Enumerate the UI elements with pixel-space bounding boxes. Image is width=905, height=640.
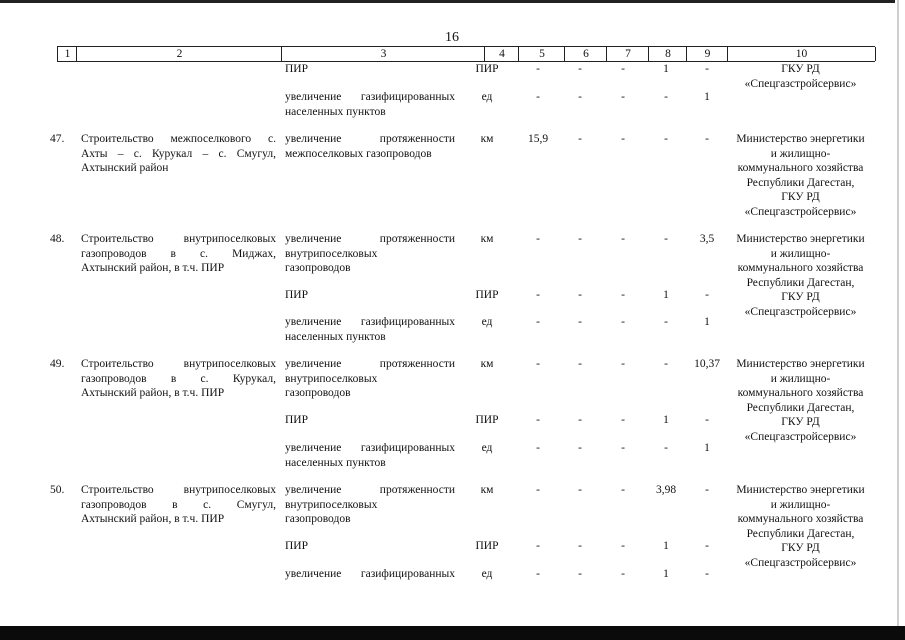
indicator-line: увеличение газифицированных [285, 442, 455, 454]
value-c5: - [536, 414, 540, 426]
value-c7: - [621, 414, 625, 426]
header-col-10: 10 [727, 47, 876, 61]
org-line: и жилищно- [770, 372, 831, 385]
header-col-6: 6 [564, 47, 607, 61]
value-c5: - [536, 358, 540, 370]
entry-unit: ПИР [475, 540, 499, 552]
indicator-line: увеличение протяженности [285, 484, 455, 496]
entry-title [81, 357, 276, 401]
value-c9: - [705, 289, 709, 301]
value-c9: - [705, 484, 709, 496]
value-c9: 3,5 [699, 233, 715, 245]
value-c8: 3,98 [655, 484, 677, 496]
entry-number: 49. [50, 358, 65, 370]
value-c5: - [536, 289, 540, 301]
header-col-4: 4 [484, 47, 519, 61]
entry-number: 47. [50, 133, 65, 145]
value-c7: - [621, 316, 625, 328]
indicator-line: внутрипоселковых [285, 372, 378, 385]
cont-c9: 1 [704, 91, 710, 103]
value-c9: - [705, 540, 709, 552]
entry-org [728, 357, 873, 444]
org-line: «Спецгазстройсервис» [744, 556, 857, 569]
value-c5: - [536, 484, 540, 496]
indicator-line: населенных пунктов [285, 105, 386, 118]
value-c7: - [621, 484, 625, 496]
cont-org [728, 62, 873, 91]
entry-unit: км [480, 133, 494, 145]
cont-unit-pir: ПИР [475, 63, 499, 75]
entry-number: 50. [50, 484, 65, 496]
title-line: Ахтынский район, в т.ч. ПИР [81, 387, 225, 399]
entry-indicator [285, 483, 455, 527]
value-c6: - [578, 358, 582, 370]
value-c7: - [621, 442, 625, 454]
value-c8: - [664, 358, 668, 370]
cont-indicator-pir: ПИР [285, 63, 309, 75]
org-line: Республики Дагестан, [746, 527, 855, 540]
value-c8: 1 [663, 568, 669, 580]
page-number: 16 [445, 30, 459, 45]
org-line: и жилищно- [770, 247, 831, 260]
value-c9: 1 [704, 442, 710, 454]
cont-c8: - [664, 91, 668, 103]
org-line: Министерство энергетики [736, 358, 865, 370]
indicator-line: увеличение газифицированных [285, 91, 455, 103]
cont-c8: 1 [663, 63, 669, 75]
value-c6: - [578, 316, 582, 328]
value-c8: - [664, 316, 668, 328]
cont-c6: - [578, 63, 582, 75]
header-col-1: 1 [57, 47, 77, 61]
header-col-9: 9 [686, 47, 728, 61]
org-line: «Спецгазстройсервис» [744, 205, 857, 218]
cont-c5: - [536, 63, 540, 75]
value-c8: 1 [663, 414, 669, 426]
entry-title [81, 232, 276, 276]
indicator-line: населенных пунктов [285, 456, 386, 469]
cont-c7: - [621, 91, 625, 103]
entry-indicator [285, 232, 455, 276]
indicator-line: увеличение газифицированных [285, 316, 455, 328]
value-c7: - [621, 568, 625, 580]
value-c7: - [621, 358, 625, 370]
value-c5: 15,9 [527, 133, 549, 145]
entry-org [728, 483, 873, 570]
entry-unit: км [480, 358, 494, 370]
entry-indicator [285, 441, 455, 470]
title-line: Ахтынский район [81, 162, 169, 174]
value-c7: - [621, 233, 625, 245]
header-col-3: 3 [281, 47, 485, 61]
title-line: Строительство внутрипоселковых [81, 358, 276, 370]
value-c6: - [578, 484, 582, 496]
cont-c5: - [536, 91, 540, 103]
entry-unit: ед [481, 442, 493, 454]
entry-indicator [285, 315, 455, 344]
org-line: «Спецгазстройсервис» [744, 430, 857, 443]
indicator-line: увеличение газифицированных [285, 568, 455, 580]
entry-indicator: ПИР [285, 540, 309, 552]
entry-indicator [285, 132, 455, 161]
value-c5: - [536, 316, 540, 328]
title-line: Ахтынский район, в т.ч. ПИР [81, 513, 225, 525]
org-line: коммунального хозяйства [737, 262, 864, 274]
entry-unit: ед [481, 316, 493, 328]
org-line: Министерство энергетики [736, 484, 865, 496]
value-c8: 1 [663, 289, 669, 301]
value-c6: - [578, 289, 582, 301]
indicator-line: увеличение протяженности [285, 358, 455, 370]
indicator-line: газопроводов [285, 262, 351, 274]
indicator-line: внутрипоселковых [285, 247, 378, 260]
title-line: газопроводов в с. Миджах, [81, 247, 276, 260]
org-line: ГКУ РД [781, 63, 820, 75]
value-c6: - [578, 568, 582, 580]
value-c7: - [621, 133, 625, 145]
value-c7: - [621, 540, 625, 552]
title-line: газопроводов в с. Курукал, [81, 372, 276, 385]
cont-c9: - [705, 63, 709, 75]
value-c6: - [578, 133, 582, 145]
value-c5: - [536, 568, 540, 580]
entry-unit: км [480, 233, 494, 245]
value-c5: - [536, 442, 540, 454]
cont-c6: - [578, 91, 582, 103]
org-line: Республики Дагестан, [746, 176, 855, 189]
title-line: Ахты – с. Курукал – с. Смугул, [81, 147, 276, 160]
value-c8: - [664, 133, 668, 145]
scan-right-edge [897, 0, 899, 626]
org-line: «Спецгазстройсервис» [744, 305, 857, 318]
org-line: ГКУ РД [781, 416, 820, 428]
org-line: ГКУ РД [781, 291, 820, 303]
header-col-5: 5 [518, 47, 565, 61]
org-line: и жилищно- [770, 147, 831, 160]
value-c9: - [705, 568, 709, 580]
value-c6: - [578, 233, 582, 245]
org-line: «Спецгазстройсервис» [744, 77, 857, 90]
org-line: коммунального хозяйства [737, 513, 864, 525]
value-c6: - [578, 442, 582, 454]
entry-unit: км [480, 484, 494, 496]
entry-org [728, 132, 873, 219]
indicator-line: межпоселковых газопроводов [285, 147, 432, 160]
indicator-line: внутрипоселковых [285, 498, 378, 511]
title-line: газопроводов в с. Смугул, [81, 498, 276, 511]
table-header-row [57, 46, 875, 62]
org-line: Министерство энергетики [736, 133, 865, 145]
value-c5: - [536, 540, 540, 552]
value-c8: 1 [663, 540, 669, 552]
cont-c7: - [621, 63, 625, 75]
value-c8: - [664, 442, 668, 454]
cont-indicator-gasified [285, 90, 455, 119]
indicator-line: увеличение протяженности [285, 133, 455, 145]
value-c8: - [664, 233, 668, 245]
entry-title [81, 132, 276, 176]
header-col-7: 7 [606, 47, 649, 61]
value-c9: - [705, 133, 709, 145]
org-line: ГКУ РД [781, 191, 820, 203]
entry-indicator: ПИР [285, 414, 309, 426]
header-col-2: 2 [76, 47, 282, 61]
entry-unit: ед [481, 568, 493, 580]
org-line: и жилищно- [770, 498, 831, 511]
value-c7: - [621, 289, 625, 301]
entry-unit: ПИР [475, 289, 499, 301]
value-c9: - [705, 414, 709, 426]
title-line: Строительство внутрипоселковых [81, 484, 276, 496]
indicator-line: увеличение протяженности [285, 233, 455, 245]
org-line: коммунального хозяйства [737, 387, 864, 399]
scan-top-rule [0, 0, 895, 3]
title-line: Ахтынский район, в т.ч. ПИР [81, 262, 225, 274]
entry-number: 48. [50, 233, 65, 245]
org-line: Республики Дагестан, [746, 401, 855, 414]
org-line: коммунального хозяйства [737, 162, 864, 174]
title-line: Строительство внутрипоселковых [81, 233, 276, 245]
cont-unit-ed: ед [481, 91, 493, 103]
value-c9: 1 [704, 316, 710, 328]
indicator-line: газопроводов [285, 513, 351, 525]
value-c6: - [578, 414, 582, 426]
value-c9: 10,37 [694, 358, 720, 370]
value-c5: - [536, 233, 540, 245]
indicator-line: населенных пунктов [285, 330, 386, 343]
scan-bottom-band [0, 626, 905, 640]
value-c6: - [578, 540, 582, 552]
org-line: ГКУ РД [781, 542, 820, 554]
entry-indicator: ПИР [285, 289, 309, 301]
entry-org [728, 232, 873, 319]
entry-indicator [285, 567, 455, 582]
entry-unit: ПИР [475, 414, 499, 426]
indicator-line: газопроводов [285, 387, 351, 399]
org-line: Республики Дагестан, [746, 276, 855, 289]
entry-indicator [285, 357, 455, 401]
entry-title [81, 483, 276, 527]
org-line: Министерство энергетики [736, 233, 865, 245]
title-line: Строительство межпоселкового с. [81, 133, 276, 145]
header-col-8: 8 [648, 47, 687, 61]
